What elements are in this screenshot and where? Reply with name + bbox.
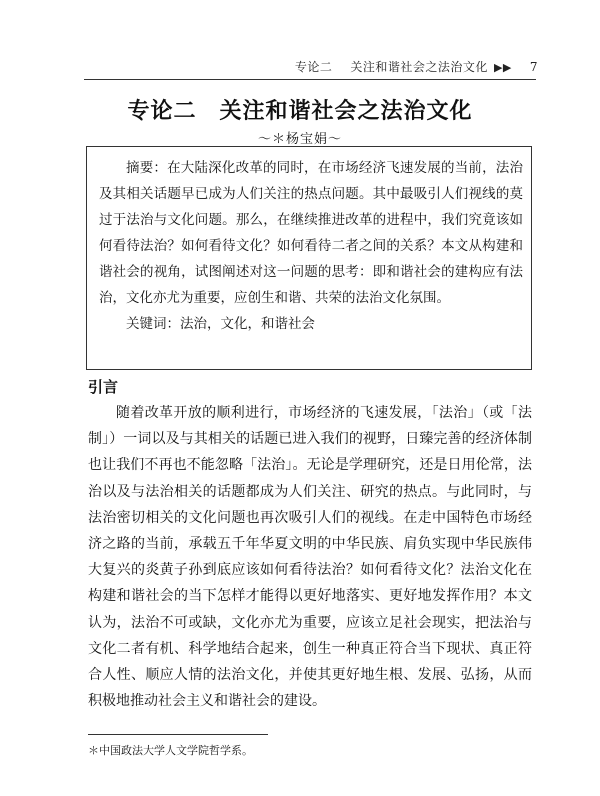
running-header-title: 关注和谐社会之法治文化	[350, 60, 488, 74]
abstract-box	[86, 146, 532, 370]
footnote-rule	[88, 734, 268, 735]
keywords-line: 关键词：法治，文化，和谐社会	[126, 316, 315, 332]
intro-paragraph: 随着改革开放的顺利进行，市场经济的飞速发展，「法治」（或「法制」）一词以及与其相关的话题已进入我们的视野，日臻完善的经济体制也让我们不再也不能忽略「法治」。无论是学理研究，还是日用伦常，法治以及与法治相关的话题都成为人们关注、研究的热点。与此同时，与法治密切相关的文化问题也再次吸引人们的视线。在走中国特色市场经济之路的当前，承载五千年华夏文明的中华民族、肩负实现中华民族伟大复兴的炎黄子孙到底应该如何看待法治？如何看待文化？法治文化在构建和谐社会的当下怎样才能得以更好地落实、更好地发挥作用？本文认为，法治不可或缺，文化亦尤为重要，应该立足社会现实，把法治与文化二者有机、科学地结合起来，创生一种真正符合当下现状、真正符合人性、顺应人情的法治文化，并使其更好地生根、发展、弘扬，从而积极地推动社会主义和谐社会的建设。	[88, 405, 532, 710]
body-text	[88, 400, 532, 714]
article-title: 专论二 关注和谐社会之法治文化	[127, 99, 473, 124]
page-number: 7	[529, 60, 538, 74]
header-rule	[84, 79, 536, 80]
running-header	[295, 58, 538, 75]
running-header-section: 专论二	[294, 60, 333, 74]
section-heading: 引言	[88, 378, 119, 396]
double-arrow-icon: ▶▶	[493, 61, 512, 74]
footnote: ＊中国政法大学人文学院哲学系。	[88, 744, 253, 757]
author-line: ～＊杨宝娟～	[257, 132, 342, 147]
abstract-text: 摘要：在大陆深化改革的同时，在市场经济飞速发展的当前，法治及其相关话题早已成为人们关注的热点问题。其中最吸引人们视线的莫过于法治与文化问题。那么，在继续推进改革的进程中，我们究竟该如何看待法治？如何看待文化？如何看待二者之间的关系？本文从构建和谐社会的视角，试图阐述对这一问题的思考：即和谐社会的建构应有法治，文化亦尤为重要，应创生和谐、共荣的法治文化氛围。	[99, 160, 523, 306]
